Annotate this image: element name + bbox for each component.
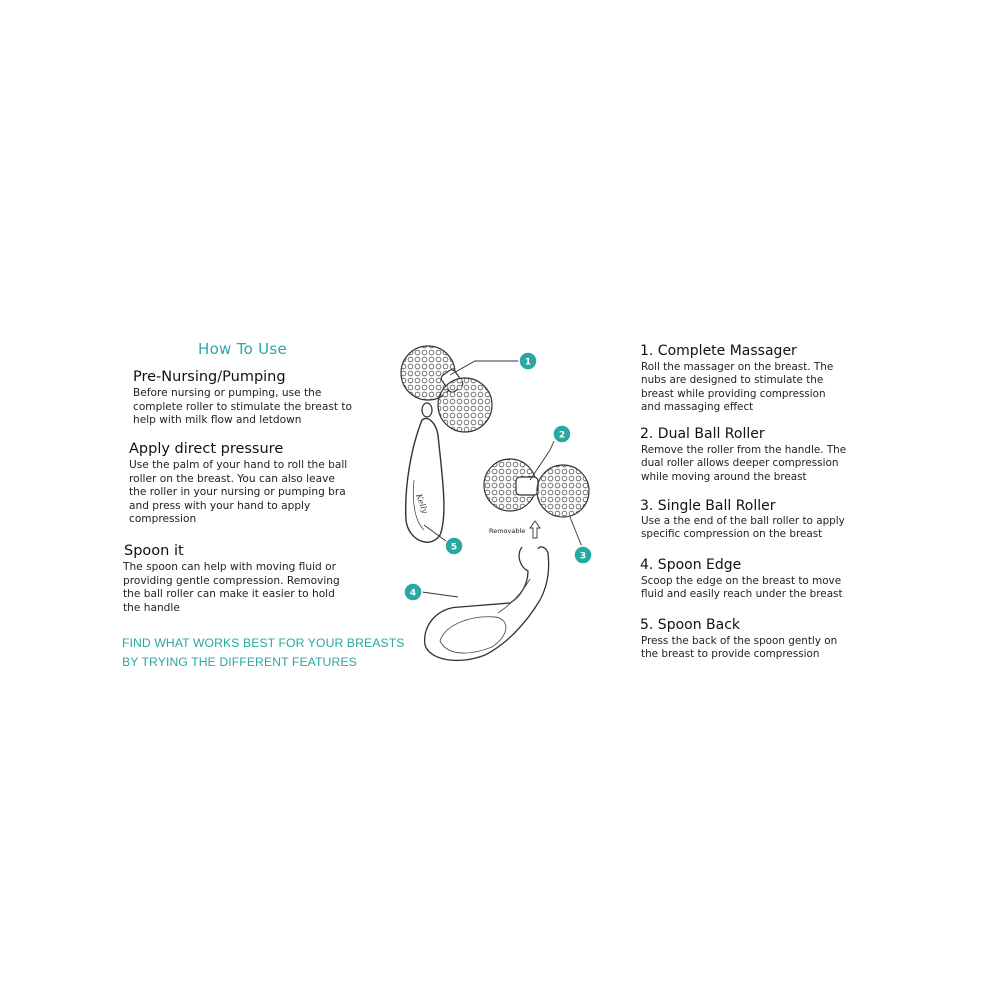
feature-body-dual-ball-roller: Remove the roller from the handle. The dual roller allows deeper compression while moving around the breast [641, 444, 847, 483]
badge-5-icon [445, 537, 463, 555]
cta-line-1: FIND WHAT WORKS BEST FOR YOUR BREASTS [122, 636, 405, 650]
badge-2-icon [553, 425, 571, 443]
product-illustration [400, 335, 600, 680]
spoon [425, 547, 549, 661]
section-body-spoon-it: The spoon can help with moving fluid or providing gentle compression. Removing the ball roller can make it easier to hold the handle [123, 561, 340, 614]
section-title-direct-pressure: Apply direct pressure [129, 441, 284, 457]
up-arrow-icon [530, 521, 540, 538]
feature-title-single-ball-roller: 3. Single Ball Roller [640, 498, 776, 514]
feature-title-spoon-back: 5. Spoon Back [640, 617, 741, 633]
svg-text:Kelly: Kelly [414, 492, 430, 515]
feature-body-single-ball-roller: Use a the end of the ball roller to apply specific compression on the breast [641, 515, 845, 541]
svg-text:4: 4 [409, 588, 417, 599]
section-body-pre-nursing: Before nursing or pumping, use the complete roller to stimulate the breast to help with milk flow and letdown [133, 387, 352, 426]
massager-handle [406, 418, 444, 542]
feature-body-spoon-back: Press the back of the spoon gently on the breast to provide compression [641, 635, 838, 661]
section-body-direct-pressure: Use the palm of your hand to roll the ball roller on the breast. You can also leave the roller in your nursing or pumping bra and press with your hand to apply compression [129, 459, 348, 525]
removable-label: Removable [489, 527, 526, 535]
feature-title-spoon-edge: 4. Spoon Edge [640, 557, 742, 573]
feature-title-dual-ball-roller: 2. Dual Ball Roller [640, 426, 765, 442]
cta-line-2: BY TRYING THE DIFFERENT FEATURES [122, 655, 357, 669]
complete-massager-balls [401, 346, 492, 432]
svg-text:1: 1 [524, 357, 532, 368]
svg-text:5: 5 [450, 542, 458, 553]
badge-1-icon [519, 352, 537, 370]
feature-title-complete-massager: 1. Complete Massager [640, 343, 797, 359]
how-to-use-heading: How To Use [198, 340, 288, 358]
svg-text:2: 2 [558, 430, 566, 441]
feature-body-complete-massager: Roll the massager on the breast. The nubs are designed to stimulate the breast while providing compression and massaging effect [641, 361, 834, 414]
feature-body-spoon-edge: Scoop the edge on the breast to move fluid and easily reach under the breast [641, 575, 843, 601]
cta-text [122, 634, 404, 672]
badge-4-icon [404, 583, 422, 601]
section-title-pre-nursing: Pre-Nursing/Pumping [133, 369, 286, 385]
section-title-spoon-it: Spoon it [124, 543, 184, 559]
badge-3-icon [574, 546, 592, 564]
dual-ball-roller [484, 459, 589, 517]
svg-text:3: 3 [579, 551, 587, 562]
